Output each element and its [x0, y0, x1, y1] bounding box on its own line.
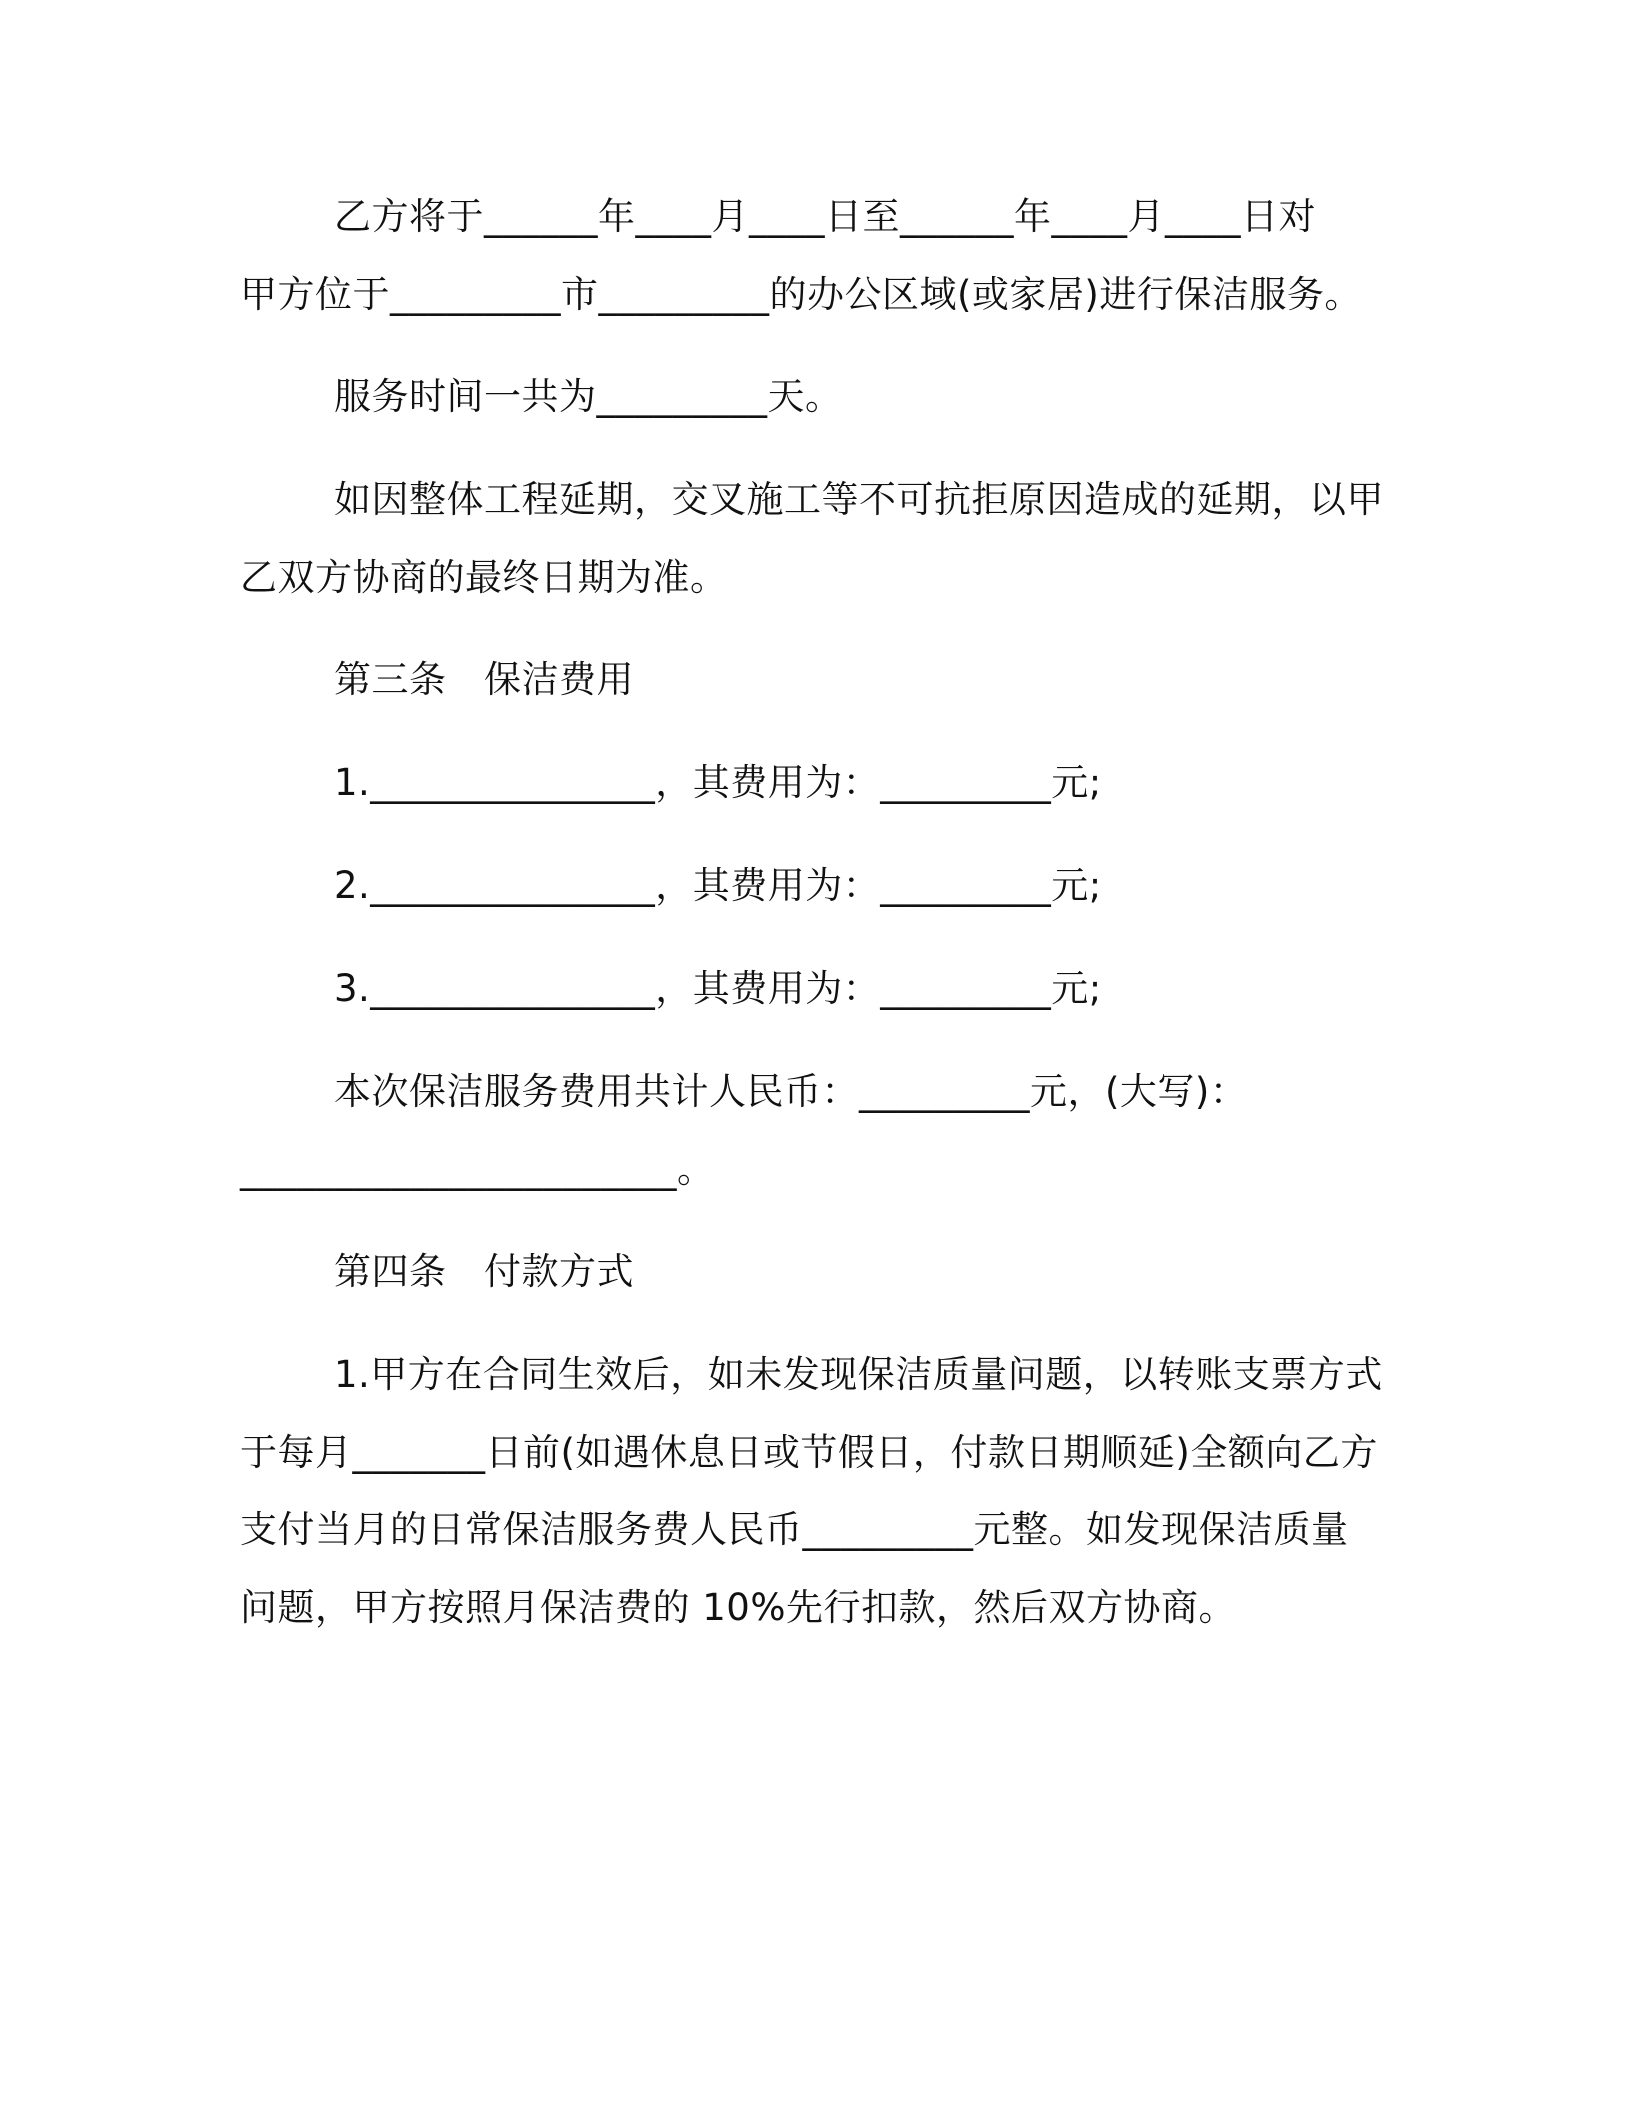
paragraph-delay-line-1: 如因整体工程延期，交叉施工等不可抗拒原因造成的延期，以甲	[334, 478, 1384, 521]
paragraph-service-period-line-1: 乙方将于______年____月____日至______年____月____日对	[334, 195, 1316, 238]
payment-paragraph-line-4: 问题，甲方按照月保洁费的 10%先行扣款，然后双方协商。	[240, 1586, 1236, 1629]
fee-total-line-2: _______________________。	[240, 1148, 715, 1191]
article-3-heading: 第三条 保洁费用	[334, 658, 634, 701]
payment-paragraph-line-1: 1.甲方在合同生效后，如未发现保洁质量问题，以转账支票方式	[334, 1353, 1383, 1396]
payment-paragraph-line-3: 支付当月的日常保洁服务费人民币_________元整。如发现保洁质量	[240, 1508, 1349, 1551]
fee-item-2: 2._______________，其费用为：_________元;	[334, 864, 1102, 907]
payment-paragraph-line-2: 于每月_______日前(如遇休息日或节假日，付款日期顺延)全额向乙方	[240, 1431, 1378, 1474]
fee-total-line-1: 本次保洁服务费用共计人民币：_________元，(大写)：	[334, 1070, 1248, 1113]
paragraph-service-days: 服务时间一共为_________天。	[334, 375, 843, 418]
paragraph-service-period-line-2: 甲方位于_________市_________的办公区域(或家居)进行保洁服务。	[240, 273, 1362, 316]
fee-item-3: 3._______________，其费用为：_________元;	[334, 967, 1102, 1010]
article-4-heading: 第四条 付款方式	[334, 1250, 634, 1293]
fee-item-1: 1._______________，其费用为：_________元;	[334, 761, 1102, 804]
paragraph-delay-line-2: 乙双方协商的最终日期为准。	[240, 556, 728, 599]
